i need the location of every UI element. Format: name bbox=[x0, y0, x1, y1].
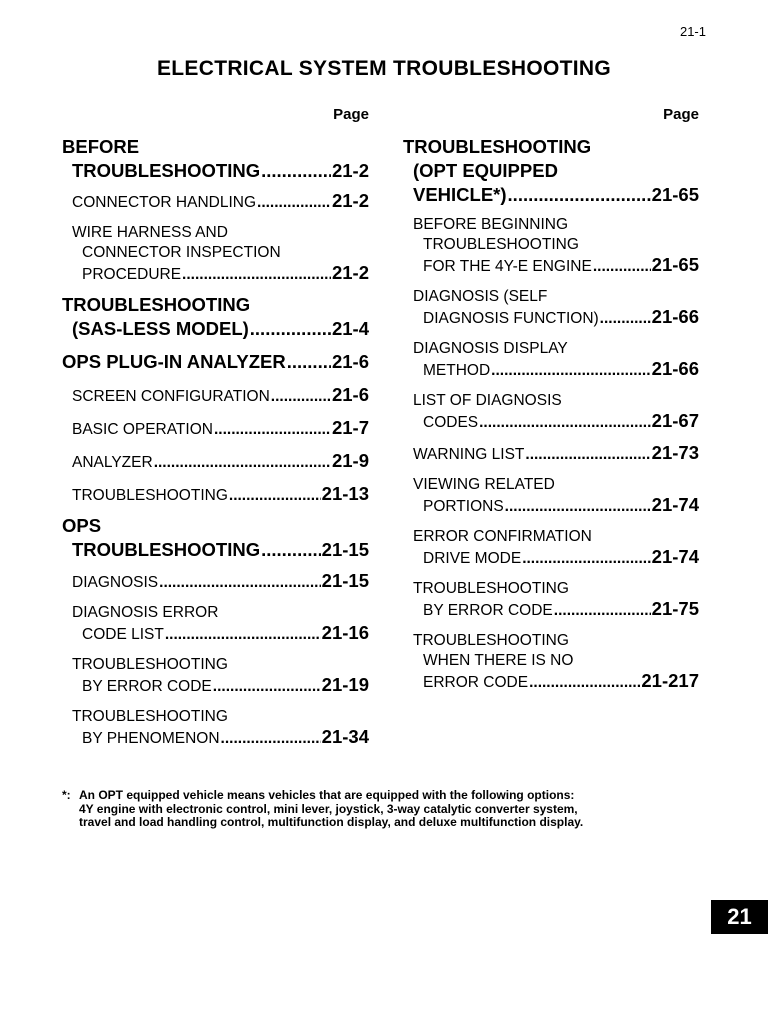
dot-leader bbox=[159, 573, 321, 593]
toc-entry-title: VEHICLE*) bbox=[413, 184, 507, 205]
toc-entry-ops-troubleshooting[interactable] bbox=[62, 514, 369, 562]
toc-entry-connector-handling[interactable] bbox=[62, 191, 369, 213]
toc-entry-page: 21-66 bbox=[651, 306, 699, 327]
toc-entry-line: DIAGNOSIS DISPLAY bbox=[413, 340, 568, 357]
toc-entry-line: DIAGNOSIS ERROR bbox=[72, 604, 219, 621]
toc-entry-page: 21-65 bbox=[651, 254, 699, 275]
footnote-line: An OPT equipped vehicle means vehicles that are equipped with the following options: bbox=[79, 788, 575, 802]
toc-entry-page: 21-9 bbox=[331, 450, 369, 471]
toc-entry-troubleshooting-sas-less[interactable] bbox=[62, 293, 369, 341]
toc-entry-page: 21-66 bbox=[651, 358, 699, 379]
toc-entry-troubleshooting-no-error-code[interactable] bbox=[403, 631, 699, 693]
toc-entry-title: TROUBLESHOOTING bbox=[72, 160, 261, 181]
dot-leader bbox=[229, 486, 321, 506]
dot-leader bbox=[213, 677, 321, 697]
toc-entry-line: TROUBLESHOOTING bbox=[413, 632, 569, 649]
dot-leader bbox=[182, 265, 331, 285]
dot-leader bbox=[214, 420, 331, 440]
toc-entry-page: 21-13 bbox=[321, 483, 369, 504]
toc-entry-title: PROCEDURE bbox=[82, 266, 182, 283]
toc-entry-before-troubleshooting[interactable] bbox=[62, 135, 369, 183]
toc-entry-title: BASIC OPERATION bbox=[72, 421, 213, 438]
dot-leader bbox=[529, 673, 640, 693]
toc-entry-line: VIEWING RELATED bbox=[413, 476, 555, 493]
toc-entry-diagnosis-error-code-list[interactable] bbox=[62, 603, 369, 645]
dot-leader bbox=[593, 257, 651, 277]
toc-entry-line: WHEN THERE IS NO bbox=[423, 652, 574, 669]
toc-entry-page: 21-6 bbox=[331, 351, 369, 372]
toc-entry-line: BEFORE bbox=[62, 136, 140, 157]
toc-entry-title: WARNING LIST bbox=[413, 446, 525, 463]
toc-entry-title: (SAS-LESS MODEL) bbox=[72, 318, 249, 339]
footnote-mark: *: bbox=[62, 788, 71, 802]
toc-entry-title: ANALYZER bbox=[72, 454, 153, 471]
toc-entry-analyzer[interactable] bbox=[62, 451, 369, 473]
toc-entry-line: TROUBLESHOOTING bbox=[413, 580, 569, 597]
toc-entry-diagnosis[interactable] bbox=[62, 571, 369, 593]
dot-leader bbox=[154, 453, 331, 473]
toc-entry-title: DIAGNOSIS bbox=[72, 574, 159, 591]
toc-entry-page: 21-7 bbox=[331, 417, 369, 438]
toc-entry-line: TROUBLESHOOTING bbox=[423, 236, 579, 253]
toc-entry-troubleshooting-opt[interactable] bbox=[403, 135, 699, 207]
toc-entry-page: 21-2 bbox=[331, 160, 369, 181]
dot-leader bbox=[522, 549, 650, 569]
toc-entry-title: DRIVE MODE bbox=[423, 550, 522, 567]
toc-entry-troubleshooting[interactable] bbox=[62, 484, 369, 506]
toc-entry-list-of-diagnosis-codes[interactable] bbox=[403, 391, 699, 433]
toc-entry-error-confirmation[interactable] bbox=[403, 527, 699, 569]
toc-left-column bbox=[62, 106, 369, 749]
dot-leader bbox=[165, 625, 321, 645]
toc-entry-page: 21-34 bbox=[321, 726, 369, 747]
toc-entry-diagnosis-display[interactable] bbox=[403, 339, 699, 381]
toc-entry-line: TROUBLESHOOTING bbox=[403, 136, 592, 157]
toc-entry-page: 21-15 bbox=[321, 570, 369, 591]
dot-leader bbox=[261, 538, 321, 562]
toc-entry-page: 21-67 bbox=[651, 410, 699, 431]
dot-leader bbox=[271, 387, 331, 407]
footnote bbox=[62, 789, 642, 830]
toc-entry-title: BY ERROR CODE bbox=[423, 602, 553, 619]
toc-entry-title: DIAGNOSIS FUNCTION) bbox=[423, 310, 599, 327]
footnote-line: 4Y engine with electronic control, mini lever, joystick, 3-way catalytic converter system, bbox=[79, 801, 578, 816]
toc-entry-ops-plug-in-analyzer[interactable] bbox=[62, 350, 369, 374]
toc-entry-line: CONNECTOR INSPECTION bbox=[82, 244, 281, 261]
dot-leader bbox=[491, 361, 651, 381]
toc-entry-title: ERROR CODE bbox=[423, 674, 529, 691]
toc-entry-page: 21-73 bbox=[651, 442, 699, 463]
toc-entry-page: 21-217 bbox=[641, 670, 699, 691]
toc-entry-before-beginning[interactable] bbox=[403, 215, 699, 277]
toc-entry-viewing-related-portions[interactable] bbox=[403, 475, 699, 517]
toc-entry-page: 21-15 bbox=[321, 539, 369, 560]
toc-entry-page: 21-4 bbox=[331, 318, 369, 339]
dot-leader bbox=[525, 445, 650, 465]
toc-right-column bbox=[403, 106, 699, 693]
toc-entry-diagnosis-self[interactable] bbox=[403, 287, 699, 329]
toc-entry-wire-harness[interactable] bbox=[62, 223, 369, 285]
toc-entry-line: (OPT EQUIPPED bbox=[413, 160, 558, 181]
toc-entry-page: 21-6 bbox=[331, 384, 369, 405]
toc-entry-page: 21-65 bbox=[651, 184, 699, 205]
toc-entry-line: LIST OF DIAGNOSIS bbox=[413, 392, 562, 409]
dot-leader bbox=[554, 601, 651, 621]
dot-leader bbox=[221, 729, 321, 749]
toc-entry-page: 21-74 bbox=[651, 494, 699, 515]
toc-entry-page: 21-75 bbox=[651, 598, 699, 619]
toc-entry-page: 21-2 bbox=[331, 190, 369, 211]
dot-leader bbox=[508, 183, 651, 207]
toc-entry-title: CODE LIST bbox=[82, 626, 164, 643]
toc-entry-title: FOR THE 4Y-E ENGINE bbox=[423, 258, 592, 275]
toc-entry-line: TROUBLESHOOTING bbox=[72, 656, 228, 673]
page-number: 21-1 bbox=[679, 24, 706, 39]
toc-entry-line: DIAGNOSIS (SELF bbox=[413, 288, 548, 305]
dot-leader bbox=[257, 193, 331, 213]
toc-entry-page: 21-19 bbox=[321, 674, 369, 695]
toc-entry-line: BEFORE BEGINNING bbox=[413, 216, 569, 233]
dot-leader bbox=[287, 350, 331, 374]
toc-entry-line: TROUBLESHOOTING bbox=[62, 294, 251, 315]
toc-entry-line: OPS bbox=[62, 515, 102, 536]
toc-entry-title: BY PHENOMENON bbox=[82, 730, 220, 747]
dot-leader bbox=[250, 317, 331, 341]
toc-entry-title: CODES bbox=[423, 414, 479, 431]
toc-entry-title: PORTIONS bbox=[423, 498, 504, 515]
toc-entry-line: ERROR CONFIRMATION bbox=[413, 528, 592, 545]
toc-entry-troubleshooting-by-error-code-opt[interactable] bbox=[403, 579, 699, 621]
toc-entry-title: OPS PLUG-IN ANALYZER bbox=[62, 351, 286, 372]
toc-entry-screen-configuration[interactable] bbox=[62, 385, 369, 407]
dot-leader bbox=[261, 159, 331, 183]
toc-entry-page: 21-74 bbox=[651, 546, 699, 567]
toc-entry-warning-list[interactable] bbox=[403, 443, 699, 465]
toc-entry-line: TROUBLESHOOTING bbox=[72, 708, 228, 725]
toc-entry-basic-operation[interactable] bbox=[62, 418, 369, 440]
toc-entry-troubleshooting-by-phenomenon[interactable] bbox=[62, 707, 369, 749]
page-column-label: Page bbox=[333, 106, 369, 123]
toc-entry-title: METHOD bbox=[423, 362, 491, 379]
toc-entry-title: BY ERROR CODE bbox=[82, 678, 212, 695]
dot-leader bbox=[505, 497, 651, 517]
toc-entry-title: SCREEN CONFIGURATION bbox=[72, 388, 270, 405]
toc-entry-troubleshooting-by-error-code[interactable] bbox=[62, 655, 369, 697]
page-column-label: Page bbox=[663, 106, 699, 123]
footnote-line: travel and load handling control, multifunction display, and deluxe multifunction display. bbox=[79, 815, 584, 829]
dot-leader bbox=[479, 413, 651, 433]
toc-entry-page: 21-2 bbox=[331, 262, 369, 283]
toc-entry-line: WIRE HARNESS AND bbox=[72, 224, 228, 241]
dot-leader bbox=[600, 309, 651, 329]
toc-entry-title: TROUBLESHOOTING bbox=[72, 487, 228, 504]
page-title: ELECTRICAL SYSTEM TROUBLESHOOTING bbox=[156, 57, 612, 80]
toc-entry-title: CONNECTOR HANDLING bbox=[72, 194, 257, 211]
toc-entry-page: 21-16 bbox=[321, 622, 369, 643]
toc-entry-title: TROUBLESHOOTING bbox=[72, 539, 261, 560]
section-tab: 21 bbox=[711, 900, 768, 934]
